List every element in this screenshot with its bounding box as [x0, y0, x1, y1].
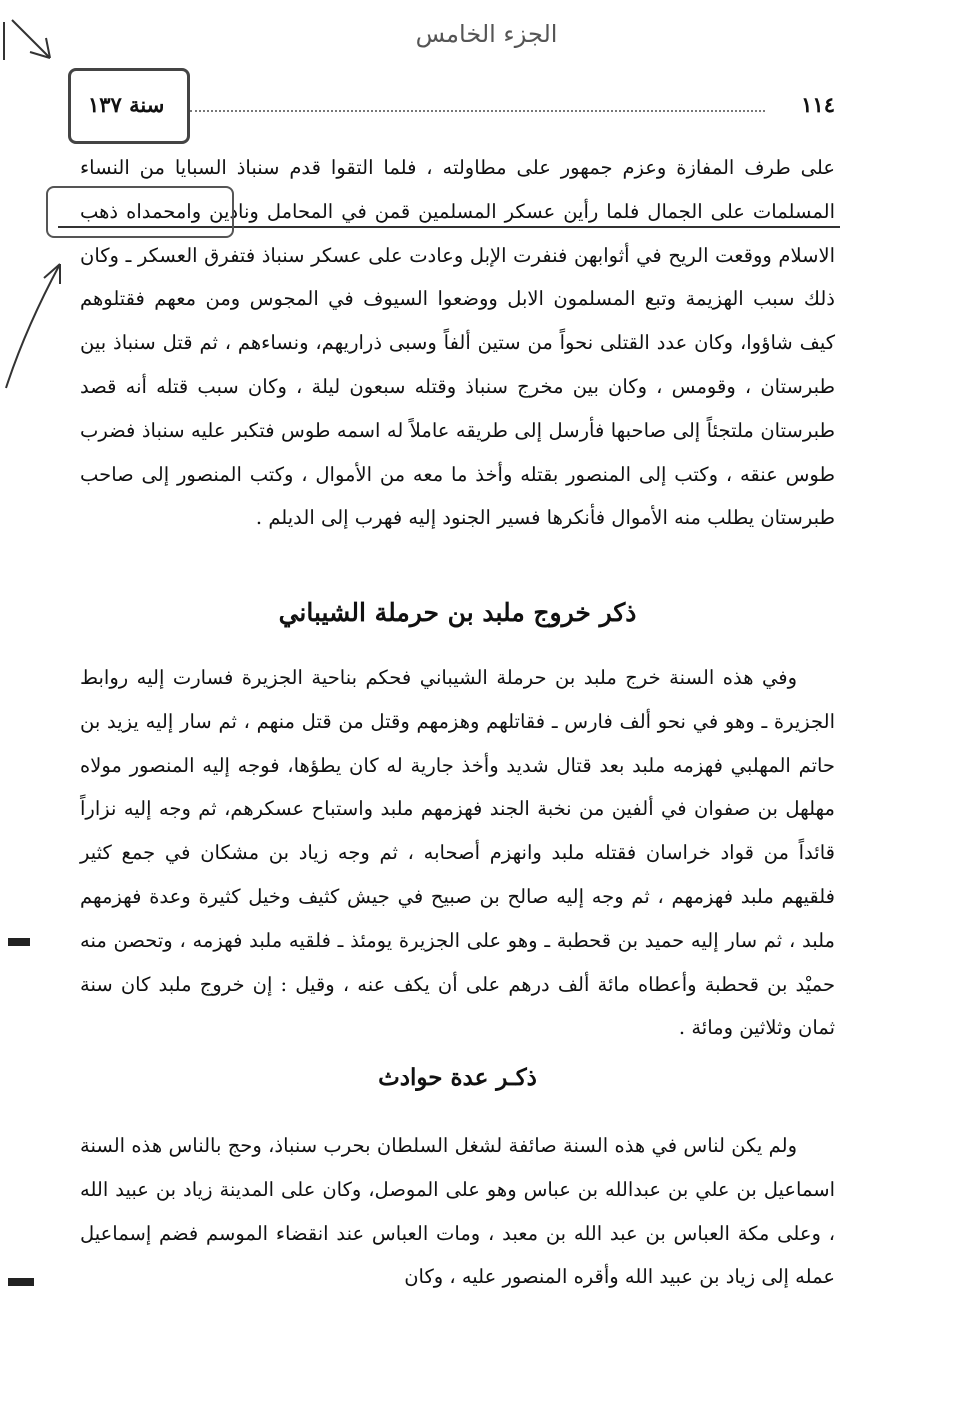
paragraph-1: على طرف المفازة وعزم جمهور على مطاولته ، فلما التقوا قدم سنباذ السبايا من النساء المسلمات على الجمال فلما رأين عسكر المسلمين قمن في المحامل ونادين وامحمداه ذهب الاسلام ووقعت الريح في أثوابهن فنفرت الإبل وعادت على عسكر سنباذ فتفرق العسكر ـ وكان ذلك سبب الهزيمة وتبع المسلمون الابل ووضعوا السيوف في المجوس ومن معهم فقتلوهم كيف شاؤوا، وكان عدد القتلى نحواً من ستين ألفاً وسبى ذراريهم، ونساءهم ، ثم قتل سنباذ بين طبرستان ، وقومس ، وكان بين مخرج سنباذ وقتله سبعون ليلة ، وكان سبب قتله أنه قصد طبرستان ملتجئاً إلى صاحبها فأرسل إلى طريقه عاملاً له اسمه طوس فتكبر عليه سنباذ فضرب طوس عنقه ، وكتب إلى المنصور بقتله وأخذ ما معه من الأموال ، وكتب المنصور إلى صاحب طبرستان يطلب منه الأموال فأنكرها فسير الجنود إليه فهرب إلى الديلم .: [80, 156, 835, 530]
section-heading-1: ذكر خروج ملبد بن حرملة الشيباني: [278, 598, 637, 627]
running-head: الجزء الخامس: [415, 20, 558, 48]
section-heading-2: ذكـر عدة حوادث: [378, 1064, 537, 1091]
margin-scan-mark: [8, 1278, 34, 1286]
year-label: سنة ١٣٧: [88, 92, 165, 117]
top-left-arrow-icon: [12, 20, 50, 58]
paragraph-2: وفي هذه السنة خرج ملبد بن حرملة الشيباني فحكم بناحية الجزيرة فسارت إليه روابط الجزيرة ـ وهو في نحو ألف فارس ـ فقاتلهم وهزمهم وقتل من قتل منهم ، ثم سار إليه يزيد بن حاتم المهلبي فهزمه ملبد بعد قتال شديد وأخذ جارية له كان يطؤها، فوجه إليه المنصور مولاه مهلهل بن صفوان في ألفين من نخبة الجند فهزمهم ملبد واستباح عسكرهم، ثم وجه إليه نزاراً قائداً من قواد خراسان فقتله ملبد وانهزم أصحابه ، ثم وجه زياد بن مشكان في جمع كثير فلقيهم ملبد فهزمهم ، ثم وجه إليه صالح بن صبيح في جيش كثيف وخيل كثيرة وعدة فهزمهم ملبد ، ثم سار إليه حميد بن قحطبة ـ وهو على الجزيرة يومئذ ـ فلقيه ملبد فهزمه ، وتحصن منه حميْد بن قحطبة وأعطاه مائة ألف درهم على أن يكف عنه ، وقيل : إن خروج ملبد كان سنة ثمان وثلاثين ومائة .: [80, 666, 835, 1040]
margin-scan-mark: [8, 938, 30, 946]
page-number: ١١٤: [801, 92, 835, 117]
paragraph-3: ولم يكن لناس في هذه السنة صائفة لشغل السلطان بحرب سنباذ، وحج بالناس هذه السنة اسماعيل بن علي بن عبدالله بن عباس وهو على الموصل، وكان على المدينة زياد بن عبيد الله ، وعلى مكة العباس بن عبد الله بن معبد ، ومات العباس عند انقضاء الموسم فضم إسماعيل عمله إلى زياد بن عبيد الله وأقره المنصور عليه ، وكان: [80, 1134, 835, 1289]
pointing-up-arrow-icon: [6, 264, 60, 388]
